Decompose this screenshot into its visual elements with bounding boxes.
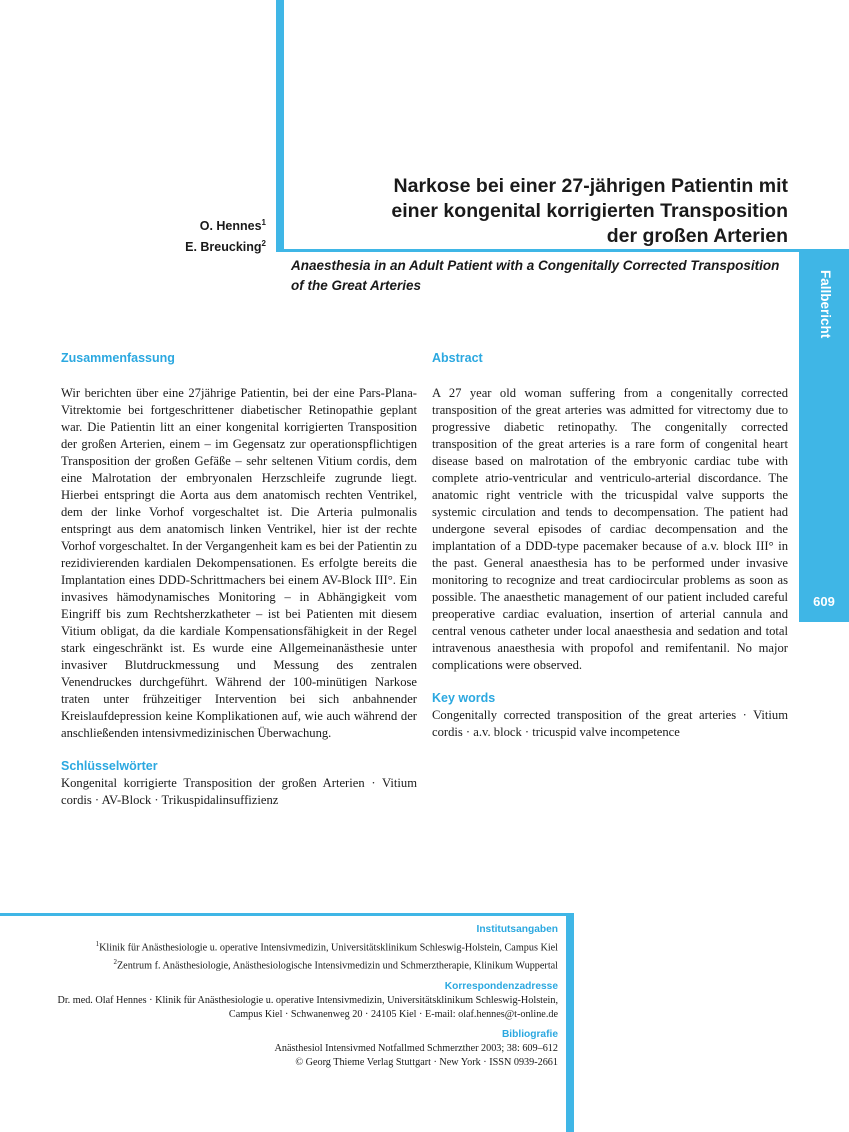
footer-divider [0, 913, 574, 916]
article-subtitle: Anaesthesia in an Adult Patient with a Congenitally Corrected Transposition of the Great Arteries [291, 258, 780, 293]
affiliation-2: $^2$Zentrum f. Anästhesiologie, Anästhesiologische Intensivmedizin und Schmerztherapie, Klinikum Wuppertal [113, 958, 558, 972]
schluesselwoerter-text: Kongenital korrigierte Transposition der großen Arterien · Vitium cordis · AV-Block · Trikuspidalinsuffizienz [61, 776, 417, 807]
footer-accent-bar [566, 913, 574, 1132]
zusammenfassung-text: Wir berichten über eine 27jährige Patientin, bei der eine Pars-Plana-Vitrektomie bei fortgeschrittener diabetischer Retinopathie geplant war. Die Patientin litt an einer kongenital korrigierten Transposition der großen Arterien, einem – im Gegensatz zur operationspflichtigen Transposition der großen Gefäße – sehr seltenen Vitium cordis, dem eine Malrotation der embryonalen Herzschleife zugrunde liegt. Hierbei entspringt die Aorta aus dem anatomisch rechten Ventrikel, dem der linke Vorhof vorgeschaltet ist. Die Arteria pulmonalis entspringt aus dem anatomisch linken Ventrikel, hier ist der rechte Vorhof vorgeschaltet. In der Vergangenheit kam es bei der Patientin zu rezidivierenden kardialen Dekompensationen. Es erfolgte bereits die Implantation eines DDD-Schrittmachers bei einem AV-Block III°. Ein invasives hämodynamisches Monitoring – in Abhängigkeit vom Eingriff bis zum Rechtsherzkatheter – ist bei Patienten mit diesem Vitium obligat, da die kardiale Kompensationsfähigkeit in der Regel stark eingeschränkt ist. Es wurde eine Allgemeinanästhesie unter invasiver Blutdruckmessung und Messung des zentralen Venendruckes durchgeführt. Während der 100-minütigen Narkose traten unter frühzeitiger Intervention bei sich anbahnender Kreislaufdepression keine Komplikationen auf, wie auch während der anschließenden intensivmedizinischen Überwachung. [61, 386, 417, 740]
page-number: 609 [813, 594, 835, 609]
schluesselwoerter-heading: Schlüsselwörter [61, 759, 158, 773]
korrespondenz-text: Dr. med. Olaf Hennes · Klinik für Anästhesiologie u. operative Intensivmedizin, Universitätsklinikum Schleswig-Holstein, Campus Kiel · Schwanenweg 20 · 24105 Kiel · E-mail: olaf.hennes@t-online.de [57, 994, 558, 1020]
korrespondenz-heading: Korrespondenzadresse [444, 980, 558, 992]
affiliation-1: $^1$Klinik für Anästhesiologie u. operative Intensivmedizin, Universitätsklinikum Schleswig-Holstein, Campus Kiel [95, 940, 558, 954]
german-summary-column [61, 350, 417, 809]
bibliografie-line-2: © Georg Thieme Verlag Stuttgart · New York · ISSN 0939-2661 [295, 1056, 558, 1068]
bibliografie-heading: Bibliografie [501, 1028, 558, 1040]
zusammenfassung-heading: Zusammenfassung [61, 351, 175, 365]
institutsangaben-heading: Institutsangaben [476, 924, 558, 935]
english-abstract-column [432, 350, 788, 741]
abstract-heading: Abstract [432, 351, 483, 365]
top-accent-bar [276, 0, 284, 252]
bibliografie-line-1: Anästhesiol Intensivmed Notfallmed Schmerzther 2003; 38: 609–612 [274, 1042, 558, 1054]
keywords-heading: Key words [432, 691, 496, 705]
author: O. Hennes$^1$ [199, 218, 266, 234]
keywords-text: Congenitally corrected transposition of the great arteries · Vitium cordis · a.v. block · tricuspid valve incompetence [432, 708, 788, 739]
article-title: Narkose bei einer 27-jährigen Patientin mit einer kongenital korrigierten Transposition der großen Arterien [391, 175, 788, 247]
abstract-text: A 27 year old woman suffering from a congenitally corrected transposition of the great arteries was admitted for vitrectomy due to progressive diabetic retinopathy. The congenitally corrected transposition of the great arteries is a rare form of congenital heart disease based on malrotation of the embryonic cardiac tube with complete atrio-ventricular and ventriculo-arterial discordance. The anatomic right ventricle with the tricuspidal valve supports the systemic circulation and tends to decompensation. The patient had undergone several episodes of cardiac decompensation and the implantation of a DDD-type pacemaker because of a.v. block III° in the past. General anaesthesia has to be performed under invasive monitoring to recognize and treat cardiocircular problems as soon as possible. The anaesthetic management of our patient included careful preoperative cardiac evaluation, insertion of arterial cannula and central venous catheter under local anaesthesia and sedation and total intravenous anaesthesia with propofol and remifentanil. No major complications were observed. [432, 386, 788, 672]
author-list [185, 214, 266, 256]
institution-info [30, 923, 558, 1070]
section-label: Fallbericht [818, 270, 833, 339]
author: E. Breucking$^2$ [185, 239, 266, 255]
title-underline [276, 249, 849, 252]
